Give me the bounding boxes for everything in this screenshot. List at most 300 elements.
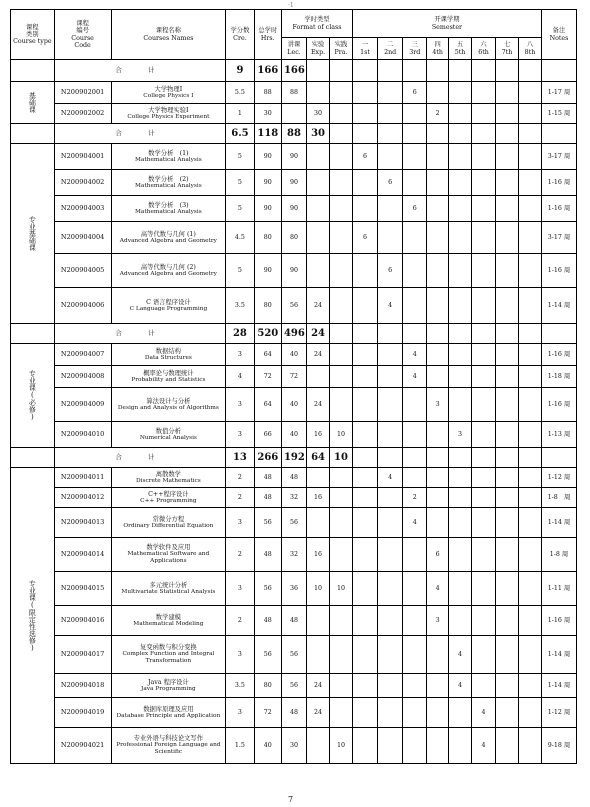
semester-2-cell: [378, 388, 403, 422]
col-semester-8: 八 8th: [519, 38, 542, 60]
notes: 1-16 周: [541, 388, 576, 422]
hours: 56: [254, 572, 281, 606]
semester-2-cell: [378, 104, 403, 124]
course-name-zh: 专业外语与科技论文写作: [133, 735, 203, 743]
subtotal-semester-1: [352, 124, 377, 144]
subtotal-semester-5: [449, 448, 472, 468]
course-row: [11, 636, 577, 674]
course-code: N200904013: [54, 508, 111, 538]
semester-4-cell: [427, 144, 449, 170]
semester-1-cell: [352, 82, 377, 104]
semester-1-cell: [352, 728, 377, 764]
semester-5-cell: [449, 82, 472, 104]
table-body: [11, 60, 577, 764]
semester-7-cell: [496, 222, 519, 254]
notes: 3-17 周: [541, 144, 576, 170]
subtotal-semester-2: [378, 324, 403, 344]
credits: 5: [226, 254, 254, 288]
credits: 2: [226, 606, 254, 636]
notes: 1-16 周: [541, 606, 576, 636]
semester-8-cell: [519, 222, 542, 254]
course-name: [111, 674, 226, 698]
course-row: [11, 82, 577, 104]
hours: 72: [254, 366, 281, 388]
course-code: N200904008: [54, 366, 111, 388]
hours: 80: [254, 288, 281, 324]
course-name: [111, 468, 226, 488]
lecture-hours: 36: [281, 572, 306, 606]
subtotal-row: [11, 124, 577, 144]
semester-4-cell: [427, 344, 449, 366]
practice-hours: [330, 468, 353, 488]
course-row: [11, 288, 577, 324]
lecture-hours: [281, 104, 306, 124]
semester-3-cell: [403, 698, 427, 728]
semester-8-cell: [519, 104, 542, 124]
semester-1-cell: [352, 606, 377, 636]
subtotal-row: [11, 324, 577, 344]
practice-hours: [330, 196, 353, 222]
course-row: [11, 606, 577, 636]
course-row: [11, 468, 577, 488]
semester-1-cell: [352, 196, 377, 222]
lecture-hours: 56: [281, 636, 306, 674]
credits: 3: [226, 388, 254, 422]
subtotal-lecture: 166: [281, 60, 306, 82]
semester-2-cell: [378, 698, 403, 728]
semester-5-cell: [449, 572, 472, 606]
semester-8-cell: [519, 388, 542, 422]
course-code: N200904003: [54, 196, 111, 222]
curriculum-table: [10, 9, 577, 764]
subtotal-semester-1: [352, 448, 377, 468]
semester-1-cell: [352, 488, 377, 508]
semester-4-cell: 3: [427, 606, 449, 636]
semester-8-cell: [519, 698, 542, 728]
subtotal-semester-3: [403, 324, 427, 344]
course-code: N200904019: [54, 698, 111, 728]
experiment-hours: [307, 170, 330, 196]
semester-6-cell: [472, 508, 496, 538]
subtotal-semester-2: [378, 448, 403, 468]
semester-8-cell: [519, 636, 542, 674]
course-name: [111, 366, 226, 388]
course-code: N200904005: [54, 254, 111, 288]
semester-6-cell: [472, 222, 496, 254]
semester-4-cell: [427, 488, 449, 508]
hours: 90: [254, 254, 281, 288]
practice-hours: [330, 698, 353, 728]
semester-2-cell: [378, 422, 403, 448]
semester-6-cell: 4: [472, 698, 496, 728]
notes: 1-12 周: [541, 698, 576, 728]
course-name: [111, 196, 226, 222]
semester-5-cell: [449, 196, 472, 222]
course-name-en: Mathematical Analysis: [135, 208, 202, 215]
semester-4-cell: 4: [427, 572, 449, 606]
experiment-hours: 16: [307, 538, 330, 572]
course-row: [11, 508, 577, 538]
col-format-0: 讲课 Lec.: [281, 38, 306, 60]
lecture-hours: 56: [281, 674, 306, 698]
practice-hours: 10: [330, 422, 353, 448]
course-name-en: C++ Programming: [140, 497, 197, 504]
practice-hours: [330, 674, 353, 698]
practice-hours: [330, 508, 353, 538]
course-name: [111, 422, 226, 448]
semester-2-cell: [378, 344, 403, 366]
semester-4-cell: [427, 288, 449, 324]
lecture-hours: 48: [281, 698, 306, 728]
hours: 48: [254, 488, 281, 508]
lecture-hours: 80: [281, 222, 306, 254]
course-name-zh: 离散数学: [155, 470, 181, 478]
subtotal-semester-6: [472, 324, 496, 344]
semester-2-cell: 4: [378, 468, 403, 488]
practice-hours: 10: [330, 572, 353, 606]
semester-7-cell: [496, 344, 519, 366]
subtotal-lecture: 496: [281, 324, 306, 344]
subtotal-semester-5: [449, 124, 472, 144]
subtotal-notes: [541, 124, 576, 144]
semester-4-cell: [427, 468, 449, 488]
course-type-cell: 基础课: [11, 82, 55, 124]
credits: 1.5: [226, 728, 254, 764]
subtotal-notes: [541, 448, 576, 468]
semester-3-cell: 4: [403, 508, 427, 538]
credits: 5.5: [226, 82, 254, 104]
notes: 1-14 周: [541, 508, 576, 538]
subtotal-experiment: 64: [307, 448, 330, 468]
semester-5-cell: 4: [449, 674, 472, 698]
semester-6-cell: [472, 144, 496, 170]
course-name: [111, 344, 226, 366]
course-name-en: Data Structures: [144, 354, 192, 361]
semester-4-cell: [427, 508, 449, 538]
course-name: [111, 508, 226, 538]
course-name: [111, 144, 226, 170]
subtotal-semester-8: [519, 124, 542, 144]
semester-1-cell: [352, 698, 377, 728]
col-course-name: 课程名称 Courses Names: [111, 10, 226, 60]
semester-4-cell: [427, 222, 449, 254]
course-name-en: Probability and Statistics: [131, 376, 206, 383]
course-name: [111, 606, 226, 636]
course-name-en: Ordinary Differential Equation: [123, 522, 214, 529]
practice-hours: [330, 606, 353, 636]
semester-3-cell: [403, 572, 427, 606]
subtotal-practice: [330, 124, 353, 144]
course-name-zh: 数据结构: [155, 347, 181, 355]
practice-hours: [330, 82, 353, 104]
notes: 1-16 周: [541, 170, 576, 196]
semester-1-cell: [352, 104, 377, 124]
course-name: [111, 488, 226, 508]
course-name-en: Numerical Analysis: [139, 434, 197, 441]
course-name: [111, 222, 226, 254]
hours: 48: [254, 468, 281, 488]
hours: 40: [254, 728, 281, 764]
course-name-en: Advanced Algebra and Geometry: [119, 270, 217, 277]
course-name: [111, 572, 226, 606]
semester-3-cell: [403, 170, 427, 196]
subtotal-hours: 166: [254, 60, 281, 82]
credits: 3.5: [226, 288, 254, 324]
course-code: N200904007: [54, 344, 111, 366]
course-code: N200904018: [54, 674, 111, 698]
semester-5-cell: [449, 698, 472, 728]
subtotal-semester-7: [496, 448, 519, 468]
credits: 3: [226, 636, 254, 674]
course-name-en: Mathematical Analysis: [135, 156, 202, 163]
header-mark: ·1: [288, 2, 294, 9]
notes: 1-16 周: [541, 196, 576, 222]
semester-3-cell: 4: [403, 366, 427, 388]
semester-2-cell: [378, 538, 403, 572]
experiment-hours: [307, 508, 330, 538]
notes: 1-16 周: [541, 254, 576, 288]
practice-hours: [330, 636, 353, 674]
semester-7-cell: [496, 170, 519, 196]
semester-7-cell: [496, 636, 519, 674]
semester-4-cell: [427, 170, 449, 196]
subtotal-semester-7: [496, 60, 519, 82]
semester-2-cell: [378, 196, 403, 222]
course-name-zh: 高等代数与几何 (2): [140, 263, 196, 271]
semester-2-cell: [378, 366, 403, 388]
course-name-en: Discrete Mathematics: [135, 477, 201, 484]
semester-1-cell: [352, 254, 377, 288]
subtotal-semester-4: [427, 60, 449, 82]
course-name-zh: Java 程序设计: [147, 678, 189, 686]
subtotal-label: 合 计: [54, 60, 226, 82]
page-number: 7: [288, 795, 294, 804]
experiment-hours: [307, 636, 330, 674]
semester-7-cell: [496, 104, 519, 124]
semester-2-cell: [378, 82, 403, 104]
course-code: N200904009: [54, 388, 111, 422]
subtotal-row: [11, 60, 577, 82]
subtotal-semester-3: [403, 60, 427, 82]
semester-1-cell: [352, 538, 377, 572]
practice-hours: [330, 254, 353, 288]
course-type-cell: 专业基础课: [11, 144, 55, 324]
semester-7-cell: [496, 508, 519, 538]
semester-7-cell: [496, 698, 519, 728]
subtotal-label: 合 计: [54, 448, 226, 468]
credits: 2: [226, 488, 254, 508]
lecture-hours: 48: [281, 606, 306, 636]
semester-8-cell: [519, 288, 542, 324]
credits: 2: [226, 468, 254, 488]
course-name-zh: 复变函数与积分变换: [140, 644, 197, 652]
hours: 72: [254, 698, 281, 728]
subtotal-semester-6: [472, 124, 496, 144]
subtotal-notes: [541, 60, 576, 82]
semester-4-cell: [427, 82, 449, 104]
subtotal-practice: [330, 324, 353, 344]
col-format-1: 实验 Exp.: [307, 38, 330, 60]
course-name-zh: C 语言程序设计: [146, 298, 191, 306]
semester-2-cell: [378, 728, 403, 764]
semester-5-cell: [449, 344, 472, 366]
subtotal-experiment: [307, 60, 330, 82]
semester-2-cell: 6: [378, 170, 403, 196]
course-row: [11, 674, 577, 698]
lecture-hours: 56: [281, 288, 306, 324]
lecture-hours: 32: [281, 488, 306, 508]
semester-2-cell: [378, 572, 403, 606]
lecture-hours: 90: [281, 144, 306, 170]
semester-7-cell: [496, 196, 519, 222]
semester-4-cell: [427, 254, 449, 288]
course-name-en: Multivariate Statistical Analysis: [121, 588, 216, 595]
semester-4-cell: [427, 728, 449, 764]
notes: 1-16 周: [541, 344, 576, 366]
subtotal-semester-1: [352, 60, 377, 82]
semester-2-cell: [378, 488, 403, 508]
subtotal-experiment: 30: [307, 124, 330, 144]
semester-7-cell: [496, 422, 519, 448]
type-cell-empty: [11, 124, 55, 144]
semester-8-cell: [519, 508, 542, 538]
semester-6-cell: [472, 366, 496, 388]
course-row: [11, 144, 577, 170]
semester-3-cell: [403, 468, 427, 488]
credits: 5: [226, 170, 254, 196]
subtotal-hours: 118: [254, 124, 281, 144]
course-code: N200904010: [54, 422, 111, 448]
semester-7-cell: [496, 538, 519, 572]
course-row: [11, 366, 577, 388]
course-name: [111, 254, 226, 288]
notes: 1-18 周: [541, 366, 576, 388]
semester-3-cell: [403, 288, 427, 324]
credits: 2: [226, 538, 254, 572]
lecture-hours: 90: [281, 170, 306, 196]
subtotal-semester-2: [378, 60, 403, 82]
lecture-hours: 40: [281, 344, 306, 366]
lecture-hours: 88: [281, 82, 306, 104]
semester-3-cell: [403, 674, 427, 698]
course-row: [11, 222, 577, 254]
col-format: 学时类型 Format of class: [281, 10, 352, 38]
practice-hours: [330, 366, 353, 388]
course-name-zh: 高等代数与几何 (1): [140, 230, 196, 238]
experiment-hours: [307, 82, 330, 104]
semester-2-cell: [378, 508, 403, 538]
practice-hours: [330, 288, 353, 324]
course-name-zh: 数学软件及应用: [146, 544, 191, 552]
course-row: [11, 388, 577, 422]
semester-2-cell: [378, 636, 403, 674]
semester-1-cell: [352, 674, 377, 698]
practice-hours: 10: [330, 728, 353, 764]
semester-8-cell: [519, 674, 542, 698]
semester-7-cell: [496, 388, 519, 422]
semester-4-cell: [427, 698, 449, 728]
semester-8-cell: [519, 254, 542, 288]
semester-3-cell: [403, 104, 427, 124]
course-row: [11, 170, 577, 196]
subtotal-semester-2: [378, 124, 403, 144]
course-code: N200904017: [54, 636, 111, 674]
lecture-hours: 90: [281, 196, 306, 222]
course-code: N200904012: [54, 488, 111, 508]
semester-4-cell: [427, 422, 449, 448]
semester-4-cell: 6: [427, 538, 449, 572]
experiment-hours: [307, 366, 330, 388]
semester-5-cell: [449, 606, 472, 636]
course-name-zh: 数学建模: [155, 613, 181, 621]
col-semester-3: 三 3rd: [403, 38, 427, 60]
semester-6-cell: [472, 538, 496, 572]
course-name-zh: 数学分析 (3): [148, 201, 189, 209]
course-name-zh: 数学分析 (1): [148, 149, 189, 157]
notes: 1-11 周: [541, 572, 576, 606]
semester-1-cell: [352, 170, 377, 196]
hours: 48: [254, 538, 281, 572]
semester-3-cell: [403, 422, 427, 448]
hours: 30: [254, 104, 281, 124]
semester-8-cell: [519, 344, 542, 366]
course-name: [111, 728, 226, 764]
course-type-cell: 专业课(限定性选修): [11, 468, 55, 764]
course-name-en: Database Principle and Application: [116, 712, 221, 719]
semester-3-cell: [403, 538, 427, 572]
notes: 1-14 周: [541, 674, 576, 698]
semester-3-cell: 4: [403, 344, 427, 366]
semester-5-cell: [449, 468, 472, 488]
subtotal-row: [11, 448, 577, 468]
semester-5-cell: [449, 538, 472, 572]
credits: 5: [226, 196, 254, 222]
experiment-hours: [307, 144, 330, 170]
semester-4-cell: [427, 674, 449, 698]
course-code: N200902002: [54, 104, 111, 124]
semester-6-cell: [472, 196, 496, 222]
subtotal-semester-4: [427, 124, 449, 144]
course-name-zh: 数值分析: [155, 427, 181, 435]
col-course-code: 课程 编号 Course Code: [54, 10, 111, 60]
hours: 80: [254, 674, 281, 698]
course-row: [11, 104, 577, 124]
semester-6-cell: [472, 606, 496, 636]
semester-7-cell: [496, 572, 519, 606]
semester-5-cell: [449, 288, 472, 324]
type-cell-empty: [11, 324, 55, 344]
experiment-hours: [307, 468, 330, 488]
semester-7-cell: [496, 254, 519, 288]
course-name-zh: 大学物理Ⅰ: [154, 85, 183, 93]
experiment-hours: [307, 254, 330, 288]
col-semester-7: 七 7th: [496, 38, 519, 60]
course-name: [111, 288, 226, 324]
practice-hours: [330, 104, 353, 124]
semester-4-cell: [427, 636, 449, 674]
semester-2-cell: [378, 222, 403, 254]
subtotal-semester-3: [403, 124, 427, 144]
subtotal-lecture: 192: [281, 448, 306, 468]
semester-3-cell: 6: [403, 196, 427, 222]
semester-3-cell: [403, 254, 427, 288]
col-credits: 学分数 Cre.: [226, 10, 254, 60]
experiment-hours: 10: [307, 572, 330, 606]
semester-7-cell: [496, 606, 519, 636]
credits: 3: [226, 422, 254, 448]
experiment-hours: 16: [307, 422, 330, 448]
subtotal-practice: 10: [330, 448, 353, 468]
